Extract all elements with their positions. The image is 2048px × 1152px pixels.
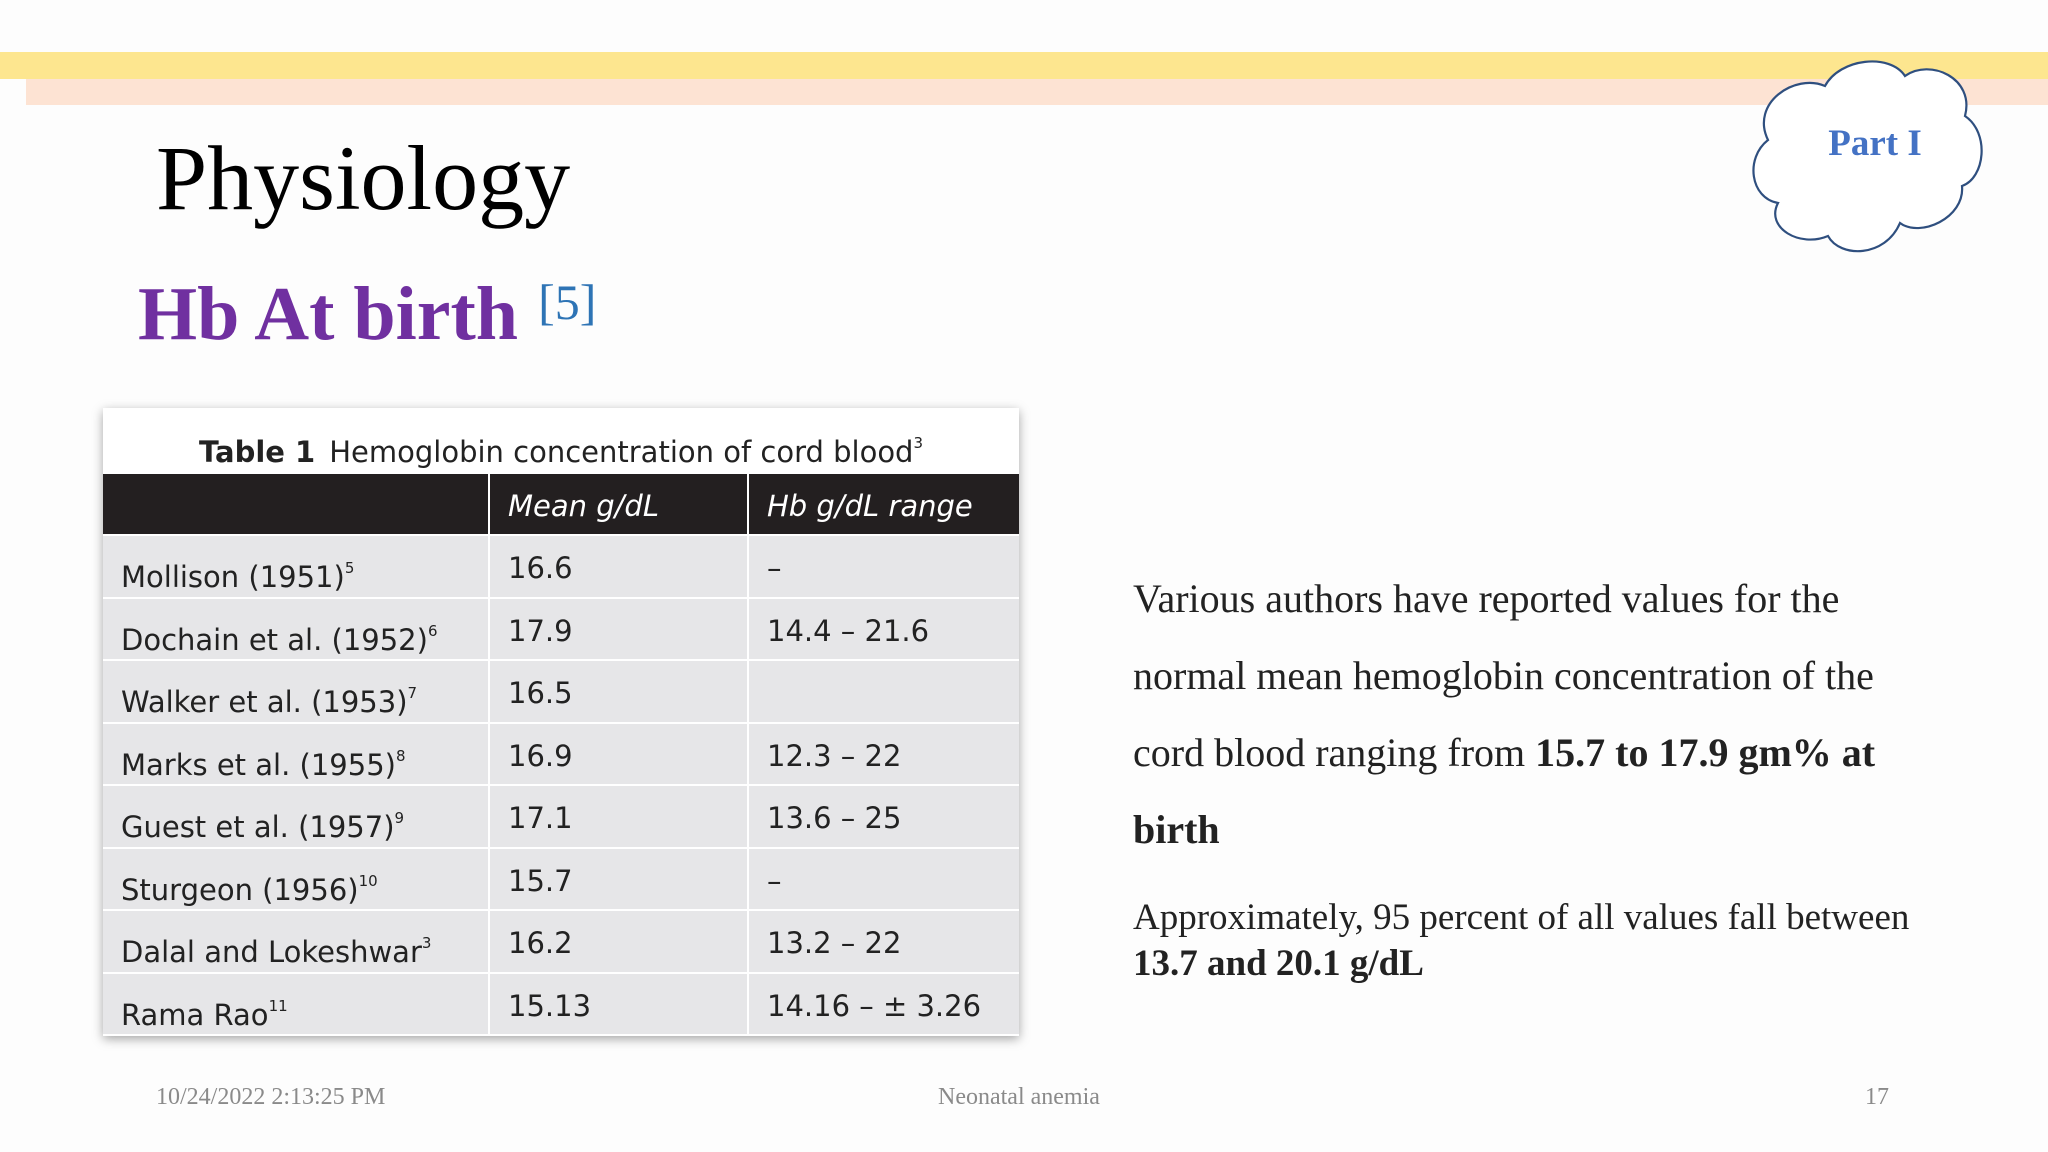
table-row	[103, 597, 1019, 660]
table-cell-mean-text: 16.6	[508, 551, 573, 585]
table-cell-author-ref: 8	[395, 746, 406, 765]
table-cell-mean-text: 16.9	[508, 738, 573, 773]
table-cell-author-ref: 3	[421, 934, 432, 952]
hemoglobin-table	[103, 408, 1019, 1036]
footer-title: Neonatal anemia	[938, 1084, 1100, 1110]
table-cell-author-text: Walker et al. (1953)	[121, 685, 408, 719]
table-cell-mean	[488, 599, 747, 660]
table-header-range: Hb g/dL range	[747, 474, 1019, 534]
table-cell-mean	[488, 849, 747, 910]
paragraph-range-bold: 13.7 and 20.1 g/dL	[1133, 943, 1424, 984]
table-cell-author-ref: 5	[344, 559, 355, 577]
table-cell-mean-text: 16.2	[508, 926, 573, 960]
footer-page-number: 17	[1865, 1084, 1889, 1110]
table-cell-author-ref: 10	[358, 871, 378, 890]
table-cell-mean	[488, 661, 747, 722]
table-cell-mean-text: 17.1	[508, 801, 573, 835]
table-cell-range	[747, 661, 1019, 722]
table-cell-mean	[488, 724, 747, 785]
table-cell-mean-text: 17.9	[508, 613, 573, 648]
table-cell-author	[103, 724, 488, 785]
subtitle-text: Hb At birth	[138, 272, 519, 356]
table-cell-author-ref: 7	[407, 684, 418, 702]
paragraph-range	[1133, 895, 1953, 987]
table-cell-range-text: –	[767, 863, 782, 898]
table-header-row	[103, 474, 1019, 534]
paragraph-cord-blood-text: Various authors have reported values for the normal mean hemoglobin concentration of the cord blood ranging from	[1133, 576, 1874, 775]
page-title: Physiology	[156, 127, 571, 229]
table-cell-author-text: Marks et al. (1955)	[121, 747, 396, 782]
table-cell-range	[747, 786, 1019, 847]
table-cell-range	[747, 849, 1019, 910]
table-cell-mean-text: 15.7	[508, 863, 573, 898]
table-cell-author	[103, 911, 488, 972]
table-cell-author-text: Dalal and Lokeshwar	[121, 935, 422, 969]
part-label: Part I	[1828, 123, 1922, 164]
table-cell-range	[747, 536, 1019, 597]
table-row	[103, 659, 1019, 722]
table-cell-mean-text: 16.5	[508, 676, 573, 710]
table-caption-label: Table 1	[198, 435, 316, 469]
table-cell-author-text: Mollison (1951)	[121, 560, 345, 594]
table-cell-mean	[488, 911, 747, 972]
table-cell-author	[103, 849, 488, 910]
table-caption	[103, 408, 1019, 474]
table-header-mean: Mean g/dL	[488, 474, 747, 534]
table-cell-mean	[488, 536, 747, 597]
table-cell-range-text: 14.16 – ± 3.26	[767, 988, 982, 1023]
table-cell-author-text: Dochain et al. (1952)	[121, 622, 428, 657]
table-cell-range-text: –	[767, 551, 782, 585]
table-body	[103, 534, 1019, 1034]
footer-date: 10/24/2022 2:13:25 PM	[156, 1084, 386, 1110]
table-row	[103, 972, 1019, 1035]
table-cell-range	[747, 974, 1019, 1035]
paragraph-range-text: Approximately, 95 percent of all values fall between	[1133, 897, 1910, 938]
table-cell-mean-text: 15.13	[508, 988, 592, 1023]
table-header-author	[103, 474, 488, 534]
table-cell-range	[747, 911, 1019, 972]
table-cell-range	[747, 724, 1019, 785]
table-cell-mean	[488, 974, 747, 1035]
table-row	[103, 909, 1019, 972]
table-cell-author-text: Sturgeon (1956)	[121, 872, 359, 907]
table-cell-author	[103, 661, 488, 722]
table-cell-author-text: Guest et al. (1957)	[121, 810, 395, 844]
table-cell-author-ref: 9	[394, 809, 405, 827]
table-cell-author	[103, 974, 488, 1035]
table-caption-text: Hemoglobin concentration of cord blood	[329, 435, 914, 469]
table-caption-sup: 3	[913, 434, 924, 452]
slide-subtitle	[138, 272, 597, 356]
table-row	[103, 784, 1019, 847]
table-cell-range-text: 14.4 – 21.6	[767, 613, 930, 648]
table-cell-author-ref: 11	[268, 996, 288, 1015]
table-cell-range-text: 13.2 – 22	[767, 926, 902, 960]
table-cell-author	[103, 599, 488, 660]
table-cell-author-text: Rama Rao	[121, 997, 269, 1032]
table-row	[103, 847, 1019, 910]
table-cell-author	[103, 786, 488, 847]
table-cell-author-ref: 6	[427, 621, 438, 640]
table-cell-mean	[488, 786, 747, 847]
table-cell-range-text: 13.6 – 25	[767, 801, 902, 835]
table-cell-range	[747, 599, 1019, 660]
subtitle-reference: [5]	[538, 274, 597, 330]
table-cell-range-text: 12.3 – 22	[767, 738, 902, 773]
table-row	[103, 722, 1019, 785]
table-row	[103, 534, 1019, 597]
table-cell-author	[103, 536, 488, 597]
paragraph-cord-blood	[1133, 560, 1953, 868]
paragraph-cord-blood-bold: 15.7 to 17.9 gm% at birth	[1133, 730, 1876, 852]
